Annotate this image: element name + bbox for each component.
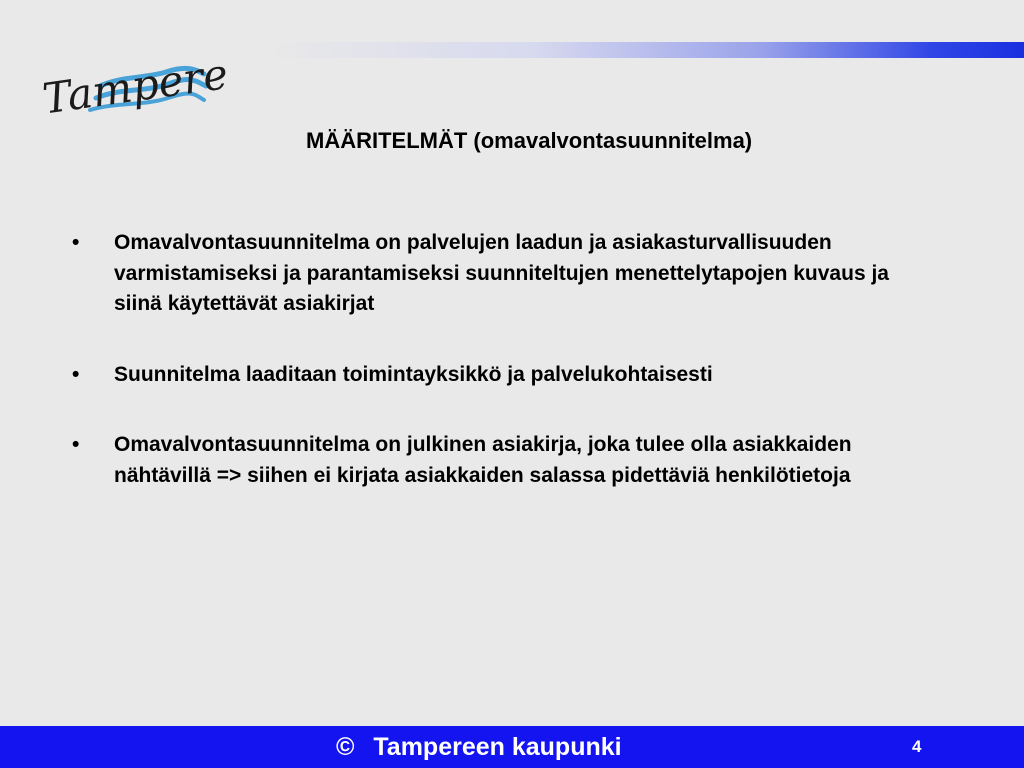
bullet-list	[72, 228, 902, 531]
bullet-item	[72, 430, 902, 491]
footer-copyright	[336, 730, 622, 764]
slide-title: MÄÄRITELMÄT (omavalvontasuunnitelma)	[306, 128, 753, 153]
tampere-logo	[38, 48, 231, 132]
bullet-text: Suunnitelma laaditaan toimintayksikkö ja palvelukohtaisesti	[114, 362, 713, 386]
footer-band	[0, 726, 1024, 768]
bullet-text: Omavalvontasuunnitelma on palvelujen laadun ja asiakasturvallisuuden varmistamiseksi ja parantamiseksi suunniteltujen menettelytapojen kuvaus ja siinä käytettävät asiakirjat	[114, 231, 889, 315]
page-number: 4	[912, 737, 922, 756]
header-gradient-band	[270, 42, 1024, 58]
bullet-marker: •	[72, 231, 80, 254]
bullet-marker: •	[72, 362, 80, 386]
bullet-text: Omavalvontasuunnitelma on julkinen asiakirja, joka tulee olla asiakkaiden nähtävillä => siihen ei kirjata asiakkaiden salassa pidettäviä henkilötietoja	[114, 433, 852, 487]
bullet-marker: •	[72, 433, 80, 456]
logo-text: Tampere	[39, 49, 231, 124]
footer-organization: Tampereen kaupunki	[373, 733, 622, 761]
bullet-item	[72, 360, 902, 391]
bullet-item	[72, 228, 902, 320]
copyright-symbol: ©	[336, 733, 355, 761]
